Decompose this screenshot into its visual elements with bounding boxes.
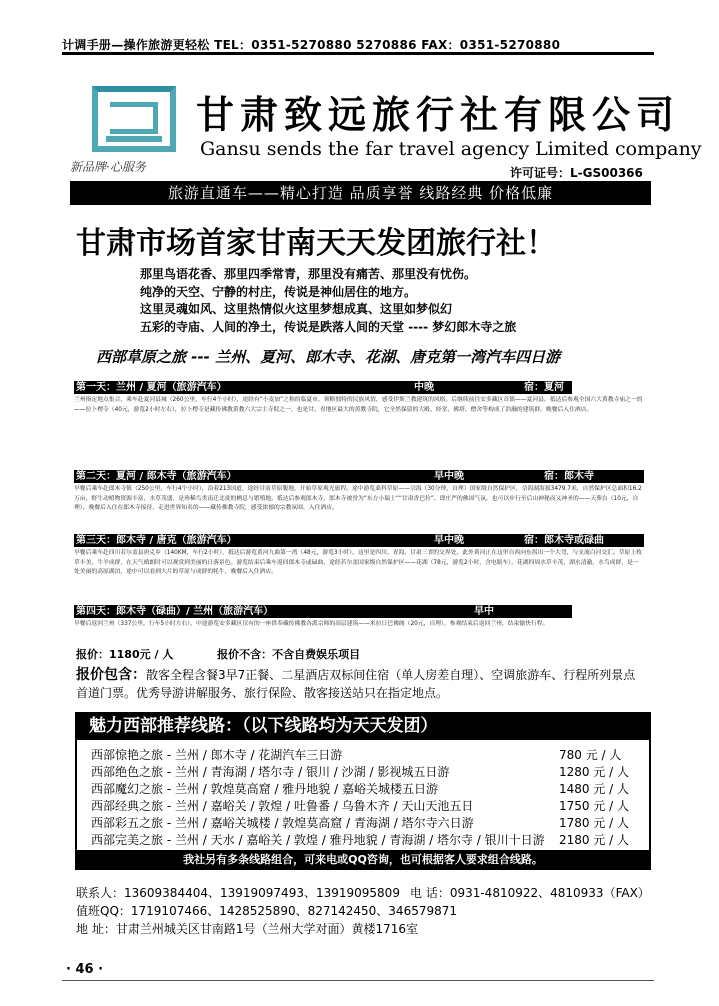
page-number: · 46 · xyxy=(66,962,104,977)
day-1-desc: 兰州指定地点集合，乘车赴夏河县城（260公里，车行4个小时），途经有“小麦加”之称的临夏市，领略独特的民族风情，感受伊斯兰教建筑的风格。后继续前往安多藏区首镇——夏河县。抵达后参观全国六大黄教寺庙之一的——拉卜楞寺（40元，游览2小时左右），拉卜楞寺是藏传佛教黄教六大宗主寺院之一，也是甘、青地区最大的黄教寺院，它全然保留的大殿、经堂、佛塔、僧舍等构成了浩瀚的建筑群。晚餐后入住酒店。 xyxy=(74,397,643,413)
day-meals: 早中晚 xyxy=(434,535,464,546)
day-4-bar xyxy=(74,605,572,618)
header-divider xyxy=(62,52,654,55)
route-title: 西部草原之旅 --- 兰州、夏河、郎木寺、花湖、唐克第一湾汽车四日游 xyxy=(96,348,561,366)
logo-bar xyxy=(106,136,162,142)
slogan-line: 纯净的天空、宁静的村庄，传说是神仙居住的地方。 xyxy=(140,284,417,299)
contact-person: 联系人：13609384404、13919097493、13919095809 xyxy=(76,886,400,900)
day-meals: 早中 xyxy=(474,606,494,617)
page-header: 计调手册—操作旅游更轻松 TEL：0351-5270880 5270886 FAX：0351-5270880 xyxy=(62,38,561,52)
recommend-title: 魅力西部推荐线路：（以下线路均为天天发团） xyxy=(75,712,651,740)
recommend-route: 西部惊艳之旅 - 兰州 / 郎木寺 / 花湖汽车三日游 xyxy=(91,748,343,762)
logo-mark xyxy=(110,102,158,134)
company-logo xyxy=(92,86,176,152)
day-stay: 宿：郎木寺或碌曲 xyxy=(524,535,604,546)
day-label: 第一天：兰州 / 夏河（旅游汽车） xyxy=(76,382,227,393)
day-meals: 中晚 xyxy=(414,382,434,393)
day-2-desc: 早餐后乘车赴郎木寺镇（250公里，车行4个小时），沿着213国道，途经甘南草原腹地，开始草原观光旅程。途中游览桑科草原——尕海（30分钟，自理）国家级自然保护区，尕海湖海拔3479.7米，自然保护区总面积16.2万亩，野生动植物资源丰富，水草茂盛，是珍稀鸟类南迁北徙的栖息与繁殖地。抵达后参观郎木寺，郎木寺被誉为“东方小瑞士”“甘肃香巴拉”，即庄严的佛国气氛，也可以步行至后山神秘而又神圣的——天葬台（10元，自理）。晚餐后入住在郎木寺接待，走进世界知名的——藏传佛教寺院，感受浓郁的宗教氛围，入住酒店。 xyxy=(74,486,642,511)
price-value: 报价：1180元 / 人 xyxy=(76,648,174,661)
slogan-banner: 旅游直通车——精心打造 品质享誉 线路经典 价格低廉 xyxy=(70,181,651,205)
recommend-price: 1780 元 / 人 xyxy=(559,816,630,830)
recommend-route: 西部经典之旅 - 兰州 / 嘉峪关 / 敦煌 / 吐鲁番 / 乌鲁木齐 / 天山天池五日 xyxy=(91,799,474,813)
day-label: 第三天：郎木寺 / 唐克（旅游汽车） xyxy=(76,535,237,546)
slogan-line: 那里鸟语花香、那里四季常青，那里没有痛苦、那里没有忧伤。 xyxy=(140,267,477,281)
day-stay: 宿：夏河 xyxy=(524,382,564,393)
slogan-list xyxy=(140,266,516,336)
price-line xyxy=(76,646,360,662)
price-includes xyxy=(76,666,646,702)
company-cn-name: 甘肃致远旅行社有限公司 xyxy=(196,92,681,137)
contact-phone: 电 话：0931-4810922、4810933（FAX） xyxy=(410,886,650,900)
contact-address: 地 址：甘肃兰州城关区甘南路1号（兰州大学对面）黄楼1716室 xyxy=(76,922,418,936)
company-en-name: Gansu sends the far travel agency Limited company xyxy=(200,138,702,160)
day-stay: 宿：郎木寺 xyxy=(544,471,594,482)
slogan-line: 这里灵魂如风、这里热情似火这里梦想成真、这里如梦似幻 xyxy=(140,302,453,316)
day-3-desc: 早餐后乘车赴四川若尔盖县唐克乡（140KM，车行2小时），抵达后游览黄河九曲第一湾（48元，游览3小时），这里是四川、青海、甘肃三省的交界处，此外黄河正在这里自西向东拐出一个大弯，与支流白河交汇。草原上牧草丰美，牛羊成群，在天气晴朗时可以观赏到美丽的日落景色。游览结束后乘车返回郎木寺或碌曲，途经若尔盖国家级自然保护区——花湖（78元，游览2小时，含电瓶车），花湖四周水草丰茂，湖水清澈，水鸟成群，是一处美丽的高原湖泊，途中可以看到大片的草原与成群的牦牛，晚餐后入住酒店。 xyxy=(74,550,642,575)
day-label: 第二天：夏河 / 郎木寺（旅游汽车） xyxy=(76,471,237,482)
day-label: 第四天：郎木寺（碌曲）/ 兰州（旅游汽车） xyxy=(76,606,274,617)
day-1-bar xyxy=(74,381,572,394)
includes-label: 报价包含： xyxy=(76,667,146,683)
main-title: 甘肃市场首家甘南天天发团旅行社！ xyxy=(76,226,556,261)
recommend-price: 1280 元 / 人 xyxy=(559,765,630,779)
logo-caption: 新品牌·心服务 xyxy=(70,160,146,174)
includes-text: 散客全程含餐3早7正餐、二星酒店双标间住宿（单人房差自理）、空调旅游车、行程所列景点首道门票。优秀导游讲解服务、旅行保险、散客接送站只在指定地点。 xyxy=(76,668,636,700)
recommend-footer: 我社另有多条线路组合，可来电或QQ咨询，也可根据客人要求组合线路。 xyxy=(75,850,651,870)
day-3-bar xyxy=(74,534,644,547)
recommend-price: 780 元 / 人 xyxy=(559,748,622,762)
recommend-price: 1480 元 / 人 xyxy=(559,782,630,796)
price-exclusion: 报价不含：不含自费娱乐项目 xyxy=(217,648,361,661)
license-number: 许可证号：L-GS00366 xyxy=(510,166,643,180)
recommend-route: 西部魔幻之旅 - 兰州 / 敦煌莫高窟 / 雅丹地貌 / 嘉峪关城楼五日游 xyxy=(91,782,438,796)
recommend-price: 1750 元 / 人 xyxy=(559,799,630,813)
recommend-price: 2180 元 / 人 xyxy=(559,833,630,847)
recommend-route: 西部完美之旅 - 兰州 / 天水 / 嘉峪关 / 敦煌 / 雅丹地貌 / 青海湖 / 塔尔寺 / 银川十日游 xyxy=(91,833,545,847)
contact-qq: 值班QQ：1719107466、1428525890、827142450、346579871 xyxy=(76,904,458,918)
slogan-line: 五彩的寺庙、人间的净土，传说是跌落人间的天堂 ---- 梦幻郎木寺之旅 xyxy=(140,319,517,334)
day-4-desc: 早餐后返回兰州（337公里，行车5小时左右），中途游览安多藏区仅有的一座供奉藏传佛教各派宗师的高层建筑——米拉日巴佛阁（20元，自理），参观结束后返回兰州，结束愉快行程。 xyxy=(74,621,549,627)
recommend-route: 西部彩五之旅 - 兰州 / 嘉峪关城楼 / 敦煌莫高窟 / 青海湖 / 塔尔寺六日游 xyxy=(91,816,474,830)
footer-rule xyxy=(62,980,654,981)
recommend-route: 西部绝色之旅 - 兰州 / 青海湖 / 塔尔寺 / 银川 / 沙湖 / 影视城五日游 xyxy=(91,765,450,779)
day-meals: 早中晚 xyxy=(434,471,464,482)
day-2-bar xyxy=(74,470,644,483)
